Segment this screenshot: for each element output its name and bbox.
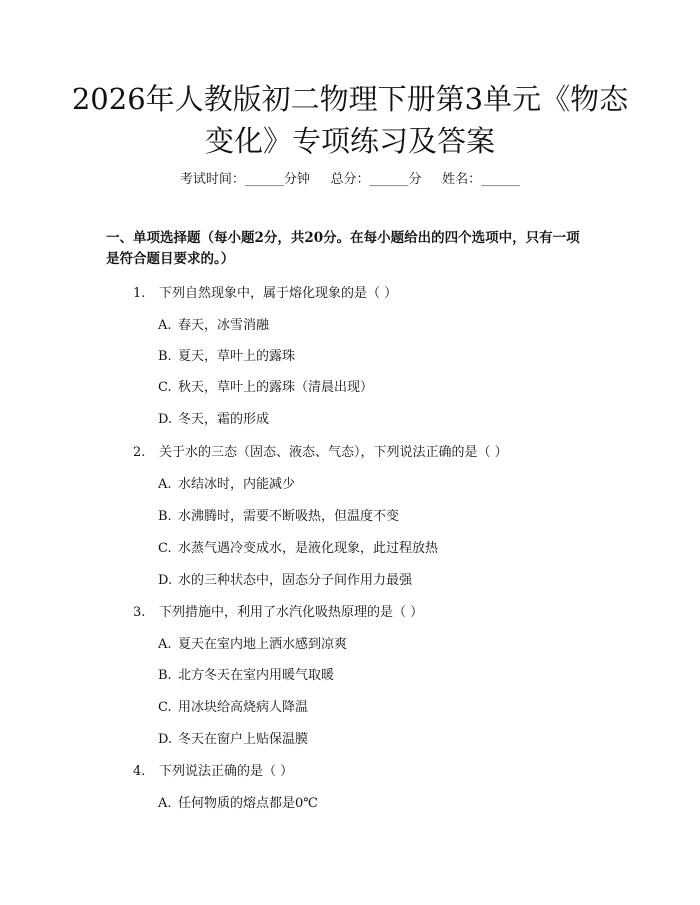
option-text: 水蒸气遇冷变成水，是液化现象，此过程放热 [178,541,439,556]
question-1-option-c [158,376,373,395]
question-3-option-c [158,696,308,715]
option-text: 夏天，草叶上的露珠 [178,349,296,364]
question-3 [133,601,423,620]
option-text: 冬天，霜的形成 [178,412,270,427]
option-text: 冬天在窗户上贴保温膜 [178,732,309,747]
question-2-option-c [158,537,438,556]
question-text: 下列说法正确的是（ ） [159,764,294,779]
option-letter: B. [158,668,172,683]
question-4 [133,760,293,779]
option-letter: D. [158,573,173,588]
option-text: 春天，冰雪消融 [178,318,270,333]
option-text: 水沸腾时，需要不断吸热，但温度不变 [178,509,400,524]
option-text: 水的三种状态中，固态分子间作用力最强 [178,573,413,588]
question-number: 3. [133,605,146,620]
question-number: 4. [133,764,146,779]
option-letter: C. [158,380,172,395]
exam-info-line: 考试时间：______分钟 总分：______分 姓名：______ [179,172,521,187]
section-heading [106,228,596,270]
question-text: 下列自然现象中，属于熔化现象的是（ ） [159,286,398,301]
question-number: 2. [133,445,146,460]
question-4-option-a [158,792,318,811]
option-text: 北方冬天在室内用暖气取暖 [178,668,335,683]
option-text: 用冰块给高烧病人降温 [178,700,309,715]
option-letter: A. [158,796,172,811]
option-letter: A. [158,318,172,333]
question-3-option-d [158,728,308,747]
option-letter: A. [158,637,172,652]
option-letter: C. [158,541,172,556]
option-letter: D. [158,412,173,427]
option-letter: D. [158,732,173,747]
question-3-option-a [158,633,347,652]
option-text: 任何物质的熔点都是0℃ [178,796,318,811]
option-text: 水结冰时，内能减少 [178,477,296,492]
option-letter: B. [158,509,172,524]
question-2 [133,441,508,460]
question-1 [133,282,397,301]
title-line-1: 2026年人教版初二物理下册第3单元《物态 [71,82,629,116]
question-number: 1. [133,286,146,301]
question-2-option-b [158,505,399,524]
question-text: 下列措施中，利用了水汽化吸热原理的是（ ） [159,605,424,620]
option-letter: A. [158,477,172,492]
option-letter: C. [158,700,172,715]
question-1-option-a [158,314,269,333]
section-heading-line-1: 一、单项选择题（每小题2分，共20分。在每小题给出的四个选项中，只有一项 [106,230,580,246]
question-2-option-a [158,473,295,492]
option-text: 秋天，草叶上的露珠（清晨出现） [178,380,374,395]
question-2-option-d [158,569,412,588]
question-1-option-d [158,408,269,427]
question-text: 关于水的三态（固态、液态、气态），下列说法正确的是（ ） [159,445,508,460]
title-line-2: 变化》专项练习及答案 [204,124,495,158]
question-3-option-b [158,664,334,683]
option-letter: B. [158,349,172,364]
document-title [60,78,640,162]
section-heading-line-2: 是符合题目要求的。） [106,251,235,267]
option-text: 夏天在室内地上洒水感到凉爽 [178,637,348,652]
question-1-option-b [158,345,295,364]
